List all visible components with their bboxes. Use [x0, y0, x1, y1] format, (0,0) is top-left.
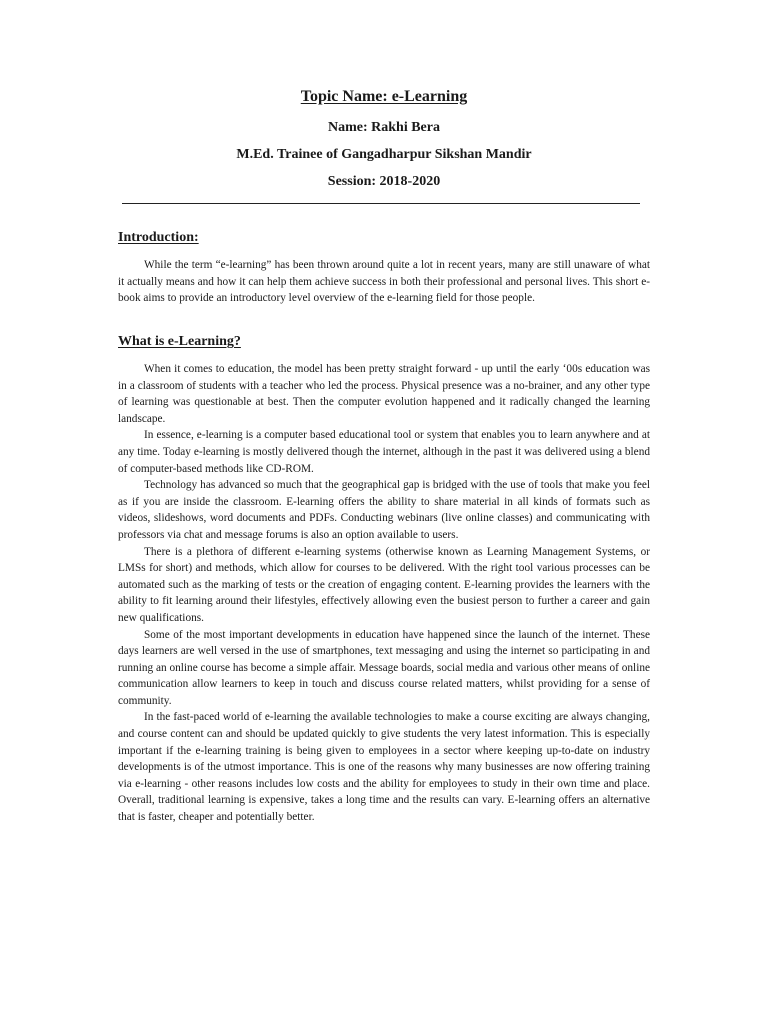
introduction-body: [118, 257, 650, 307]
body-paragraph: In essence, e-learning is a computer based educational tool or system that enables you to learn anywhere and at any time. Today e-learning is mostly delivered though the internet, although in the past it was delivered using a blend of computer-based methods like CD-ROM.: [118, 429, 650, 475]
body-paragraph: When it comes to education, the model has been pretty straight forward - up until the early ‘00s education was in a classroom of students with a teacher who led the process. Physical presence was a no-brainer, and any other type of learning was questionable at best. Then the computer evolution happened and it radically changed the learning landscape.: [118, 363, 650, 425]
topic-title: Topic Name: e-Learning: [300, 88, 468, 105]
introduction-heading: Introduction:: [118, 230, 199, 245]
header-divider: [122, 203, 640, 204]
body-paragraph: There is a plethora of different e-learning systems (otherwise known as Learning Management Systems, or LMSs for short) and methods, which allow for courses to be delivered. With the right tool various processes can be automated such as the marking of tests or the creation of engaging content. E-learning provides the learners with the ability to fit learning around their lifestyles, effectively allowing even the busiest person to further a career and gain new qualifications.: [118, 545, 650, 624]
what-is-elearning-body: [118, 361, 650, 826]
body-paragraph: In the fast-paced world of e-learning the available technologies to make a course exciting are always changing, and course content can and should be updated quickly to give students the very latest information. This is especially important if the e-learning training is being given to employees in a sector where keeping up-to-date on industry developments is of the utmost importance. This is one of the reasons why many businesses are now offering training via e-learning - other reasons includes low costs and the ability for employees to study in their own time and place. Overall, traditional learning is expensive, takes a long time and the results can vary. E-learning offers an alternative that is faster, cheaper and potentially better.: [118, 711, 650, 824]
body-paragraph: Technology has advanced so much that the geographical gap is bridged with the use of tools that make you feel as if you are inside the classroom. E-learning offers the ability to share material in all kinds of formats such as videos, slideshows, word documents and PDFs. Conducting webinars (live online classes) and communicating with professors via chat and message forums is also an option available to users.: [118, 479, 650, 541]
introduction-paragraph: While the term “e-learning” has been thrown around quite a lot in recent years, many are still unaware of what it actually means and how it can help them achieve success in both their professional and personal lives. This short e-book aims to provide an introductory level overview of the e-learning field for those people.: [118, 259, 650, 305]
what-is-elearning-heading: What is e-Learning?: [118, 334, 241, 349]
author-name: Name: Rakhi Bera: [328, 120, 440, 135]
session-info: Session: 2018-2020: [327, 174, 441, 189]
trainee-info: M.Ed. Trainee of Gangadharpur Sikshan Mandir: [236, 147, 532, 162]
body-paragraph: Some of the most important developments in education have happened since the launch of the internet. These days learners are well versed in the use of smartphones, text messaging and using the internet so participating in and running an online course has become a simple affair. Message boards, social media and various other means of online communication allow learners to keep in touch and discuss course related matters, whilst providing for a sense of community.: [118, 628, 650, 707]
